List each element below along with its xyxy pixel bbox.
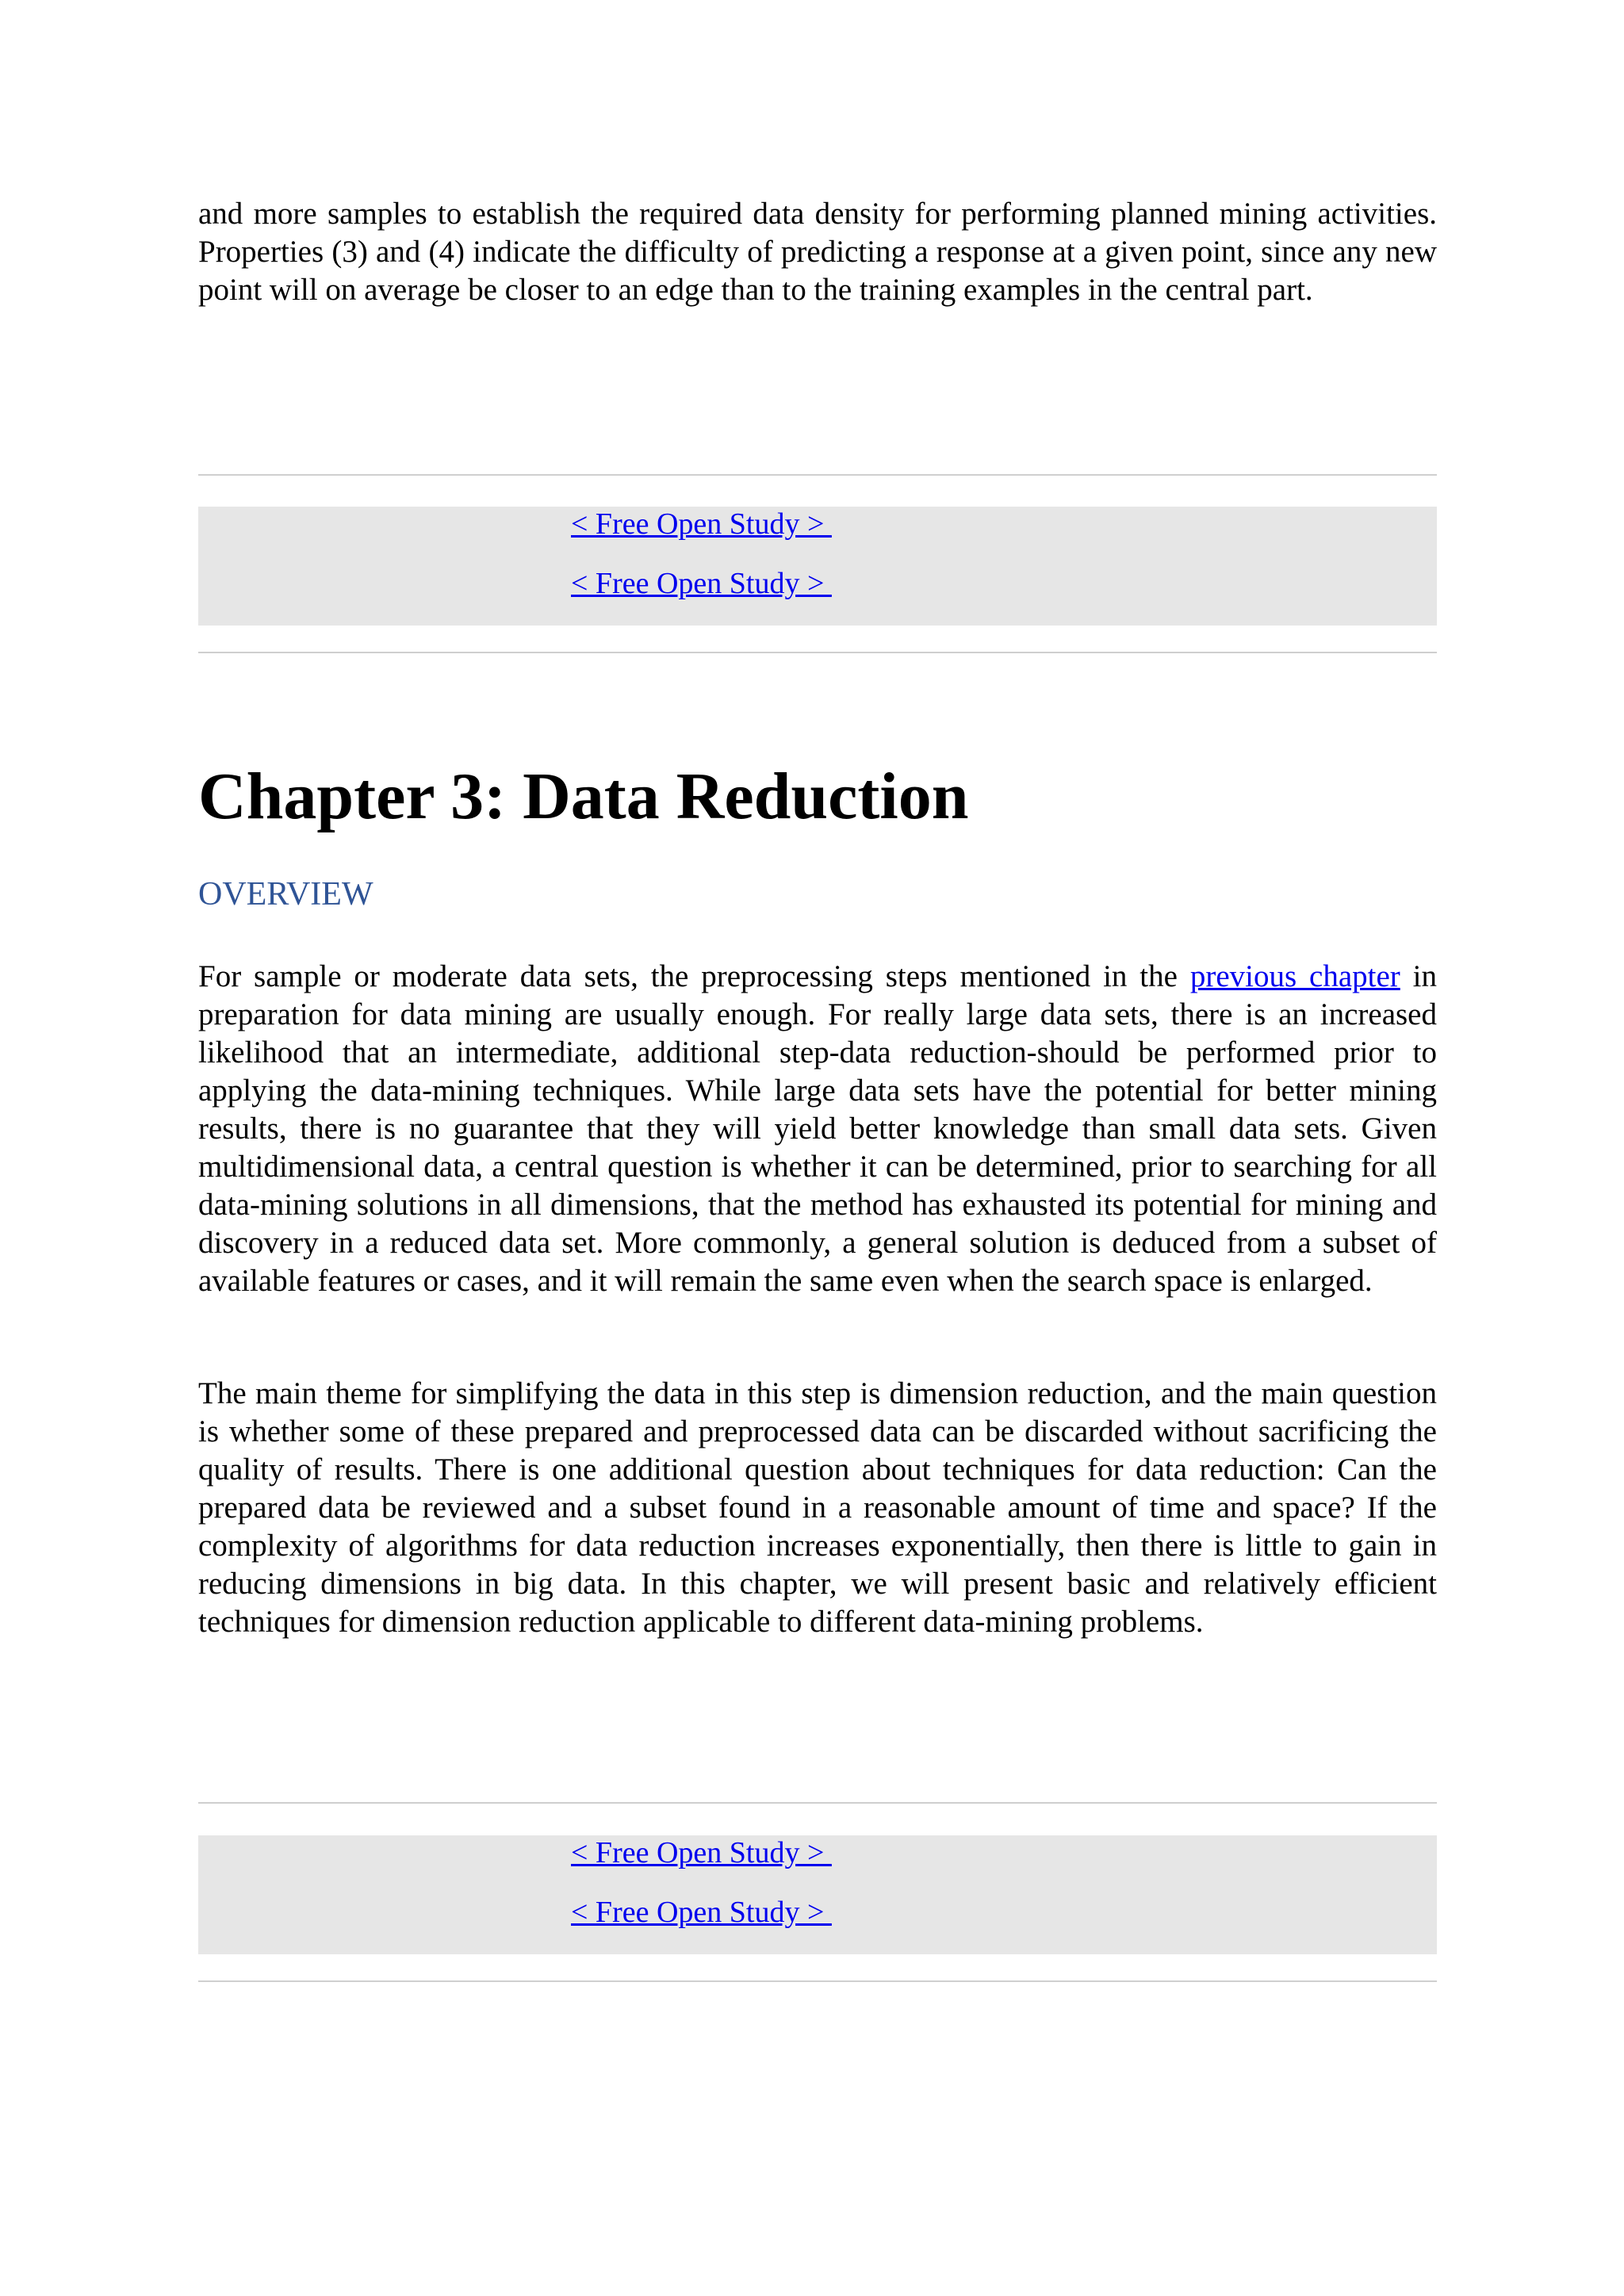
section-heading-overview: OVERVIEW <box>198 876 373 913</box>
nav-box-top <box>198 507 1437 626</box>
nav-bottom-link-2[interactable]: < Free Open Study > <box>571 1896 832 1929</box>
nav-box-bottom <box>198 1835 1437 1954</box>
nav-bottom-link-1[interactable]: < Free Open Study > <box>571 1836 832 1869</box>
divider-top-1 <box>198 474 1437 476</box>
divider-top-2 <box>198 652 1437 653</box>
previous-chapter-link[interactable]: previous chapter <box>1189 959 1400 993</box>
nav-top-link-1[interactable]: < Free Open Study > <box>571 507 832 541</box>
divider-bottom-1 <box>198 1802 1437 1804</box>
nav-top-link-2[interactable]: < Free Open Study > <box>571 567 832 600</box>
divider-bottom-2 <box>198 1980 1437 1982</box>
intro-paragraph: and more samples to establish the required data density for performing planned mining activities. Properties (3) and (4) indicate the difficulty of predicting a response at a given point, since any new point will on average be closer to an edge than to the training examples in the central part. <box>198 197 1437 307</box>
chapter-title: Chapter 3: Data Reduction <box>198 760 969 833</box>
body-paragraph-1-start: For sample or moderate data sets, the preprocessing steps mentioned in the <box>198 959 1190 993</box>
body-paragraph-2: The main theme for simplifying the data in this step is dimension reduction, and the main question is whether some of these prepared and preprocessed data can be discarded without sacrificing the quality of results. There is one additional question about techniques for data reduction: Can the prepared data be reviewed and a subset found in a reasonable amount of time and space? If the complexity of algorithms for data reduction increases exponentially, then there is little to gain in reducing dimensions in big data. In this chapter, we will present basic and relatively efficient techniques for dimension reduction applicable to different data-mining problems. <box>198 1376 1437 1639</box>
body-paragraph-1 <box>198 958 1437 1300</box>
body-paragraph-1-rest: in preparation for data mining are usually enough. For really large data sets, there is an increased likelihood that an intermediate, additional step-data reduction-should be performed prior to applying the data-mining techniques. While large data sets have the potential for better mining results, there is no guarantee that they will yield better knowledge than small data sets. Given multidimensional data, a central question is whether it can be determined, prior to searching for all data-mining solutions in all dimensions, that the method has exhausted its potential for mining and discovery in a reduced data set. More commonly, a general solution is deduced from a subset of available features or cases, and it will remain the same even when the search space is enlarged. <box>198 959 1437 1298</box>
